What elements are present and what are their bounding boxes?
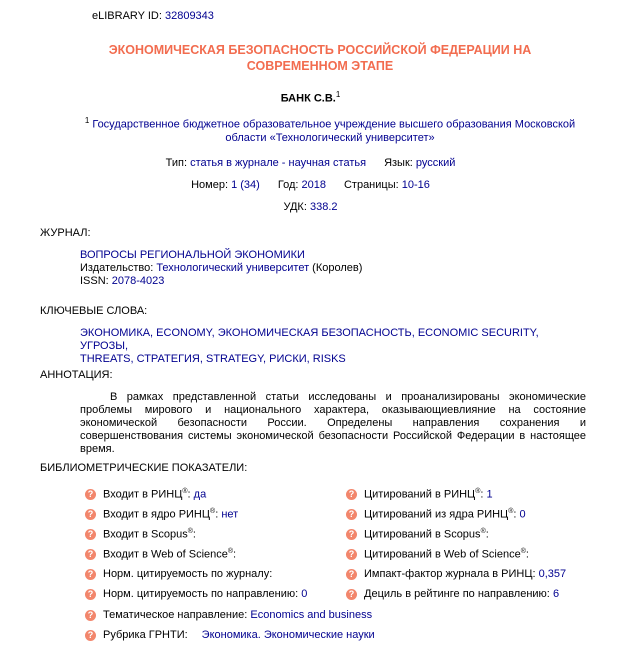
biblio-right-row [346,508,526,522]
biblio-left-row [85,568,272,582]
author-name[interactable]: БАНК С.В. [280,92,336,105]
type-label: Тип: [165,157,188,169]
biblio-right-row [346,588,559,602]
udk-label: УДК: [283,201,307,213]
keywords-heading: КЛЮЧЕВЫЕ СЛОВА: [40,305,148,317]
registered-mark: ® [475,488,481,495]
question-icon[interactable]: ? [346,589,357,600]
registered-mark: ® [210,508,216,515]
biblio-colon: : [485,528,489,541]
article-title [60,42,580,74]
annotation-text: В рамках представленной статьи исследованы и проанализированы экономические проблемы мирового и национального характера, оказывающиевлияние на состояние экономической безопасности России. Определены направления сохранения и совершенствования системы экономической безопасности Российской Федерации в настоящее время. [80,391,586,455]
topic-label: Тематическое направление: [103,609,248,621]
question-icon[interactable]: ? [85,549,96,560]
biblio-right-row [346,528,489,542]
elibrary-id [92,10,214,22]
grnti-row [85,629,375,643]
biblio-label: Норм. цитируемость по журналу: [103,568,273,580]
title-line-1: ЭКОНОМИЧЕСКАЯ БЕЗОПАСНОСТЬ РОССИЙСКОЙ ФЕДЕРАЦИИ НА [108,43,532,57]
meta-number-year-pages [0,179,621,191]
biblio-value[interactable]: 0 [301,588,308,600]
elibrary-id-label: eLIBRARY ID: [92,10,162,22]
biblio-value[interactable]: 6 [552,588,560,600]
affil-sup: 1 [84,116,90,125]
biblio-right-row [346,548,529,562]
biblio-left-row [85,548,236,562]
keywords-line-1[interactable]: ЭКОНОМИКА, ECONOMY, ЭКОНОМИЧЕСКАЯ БЕЗОПАСНОСТЬ, ECONOMIC SECURITY, УГРОЗЫ, [80,327,539,352]
author[interactable] [0,90,621,105]
biblio-right-row [346,568,566,582]
year-value: 2018 [301,179,326,191]
biblio-right-row [346,488,493,502]
question-icon[interactable]: ? [346,549,357,560]
publisher-label: Издательство: [80,262,154,274]
lang-label: Язык: [384,157,413,169]
biblio-value[interactable]: нет [221,508,239,521]
biblio-label: Входит в Web of Science [103,548,228,561]
biblio-label: Входит в РИНЦ [103,488,183,501]
registered-mark: ® [182,488,188,495]
question-icon[interactable]: ? [85,569,96,580]
biblio-colon: : [233,548,237,561]
journal-name-link[interactable]: ВОПРОСЫ РЕГИОНАЛЬНОЙ ЭКОНОМИКИ [80,249,305,261]
biblio-label: Импакт-фактор журнала в РИНЦ: [364,568,536,580]
year-label: Год: [277,179,299,191]
registered-mark: ® [520,548,526,555]
registered-mark: ® [187,528,193,535]
number-value[interactable]: 1 (34) [231,179,260,191]
biblio-colon: : [215,508,219,521]
biblio-colon: : [480,488,484,501]
registered-mark: ® [227,548,234,555]
grnti-label: Рубрика ГРНТИ: [103,629,188,641]
biblio-left-row [85,528,196,542]
biblio-label: Норм. цитируемость по направлению: [103,588,299,600]
meta-udk [0,201,621,213]
biblio-left-row [85,488,206,502]
question-icon[interactable]: ? [85,529,96,540]
biblio-colon: : [513,508,517,521]
biblio-value[interactable]: 1 [486,488,493,501]
journal-heading: ЖУРНАЛ: [40,227,91,239]
biblio-heading: БИБЛИОМЕТРИЧЕСКИЕ ПОКАЗАТЕЛИ: [40,462,248,474]
affil-line-2[interactable]: области «Технологический университет» [225,131,435,144]
topic-value[interactable]: Economics and business [250,609,373,621]
title-line-2: СОВРЕМЕННОМ ЭТАПЕ [246,59,394,73]
biblio-label: Цитирований в Web of Science [364,548,521,561]
pages-label: Страницы: [343,179,399,191]
issn-label: ISSN: [80,275,109,287]
question-icon[interactable]: ? [85,589,96,600]
question-icon[interactable]: ? [85,630,96,641]
biblio-value[interactable]: да [193,488,207,501]
udk-value: 338.2 [309,201,338,213]
issn-value: 2078-4023 [111,275,165,287]
biblio-left-row [85,508,238,522]
question-icon[interactable]: ? [346,489,357,500]
affiliation[interactable] [80,114,580,145]
biblio-colon: : [525,548,529,561]
registered-mark: ® [508,508,514,515]
question-icon[interactable]: ? [346,569,357,580]
journal-block [80,249,362,288]
biblio-label: Цитирований в РИНЦ [364,488,476,501]
keywords-line-2[interactable]: THREATS, СТРАТЕГИЯ, STRATEGY, РИСКИ, RISKS [80,353,346,365]
biblio-label: Входит в ядро РИНЦ [103,508,211,521]
pages-value: 10-16 [401,179,430,191]
grnti-value[interactable]: Экономика. Экономические науки [201,629,375,641]
topic-row [85,609,372,623]
question-icon[interactable]: ? [85,610,96,621]
lang-value: русский [415,157,456,169]
registered-mark: ® [480,528,486,535]
number-label: Номер: [191,179,229,191]
biblio-label: Цитирований из ядра РИНЦ [364,508,509,521]
type-value: статья в журнале - научная статья [190,157,367,169]
question-icon[interactable]: ? [85,509,96,520]
question-icon[interactable]: ? [85,489,96,500]
biblio-left-row [85,588,307,602]
question-icon[interactable]: ? [346,529,357,540]
keywords-list[interactable] [80,327,570,366]
biblio-colon: : [187,488,191,501]
elibrary-id-value[interactable]: 32809343 [164,10,214,22]
issn-row [80,275,362,288]
publisher-link[interactable]: Технологический университет [156,262,310,274]
publisher-city: (Королев) [312,262,363,274]
biblio-value[interactable]: 0 [519,508,526,521]
author-affil-sup: 1 [335,90,341,99]
biblio-label: Дециль в рейтинге по направлению: [364,588,550,600]
meta-type-lang [0,157,621,169]
biblio-label: Входит в Scopus [103,528,188,541]
biblio-label: Цитирований в Scopus [364,528,481,541]
affil-line-1[interactable]: Государственное бюджетное образовательное учреждение высшего образования Московской [92,118,576,131]
biblio-colon: : [192,528,196,541]
publisher-row [80,262,362,275]
annotation-heading: АННОТАЦИЯ: [40,369,113,381]
biblio-value[interactable]: 0,357 [538,568,567,580]
question-icon[interactable]: ? [346,509,357,520]
